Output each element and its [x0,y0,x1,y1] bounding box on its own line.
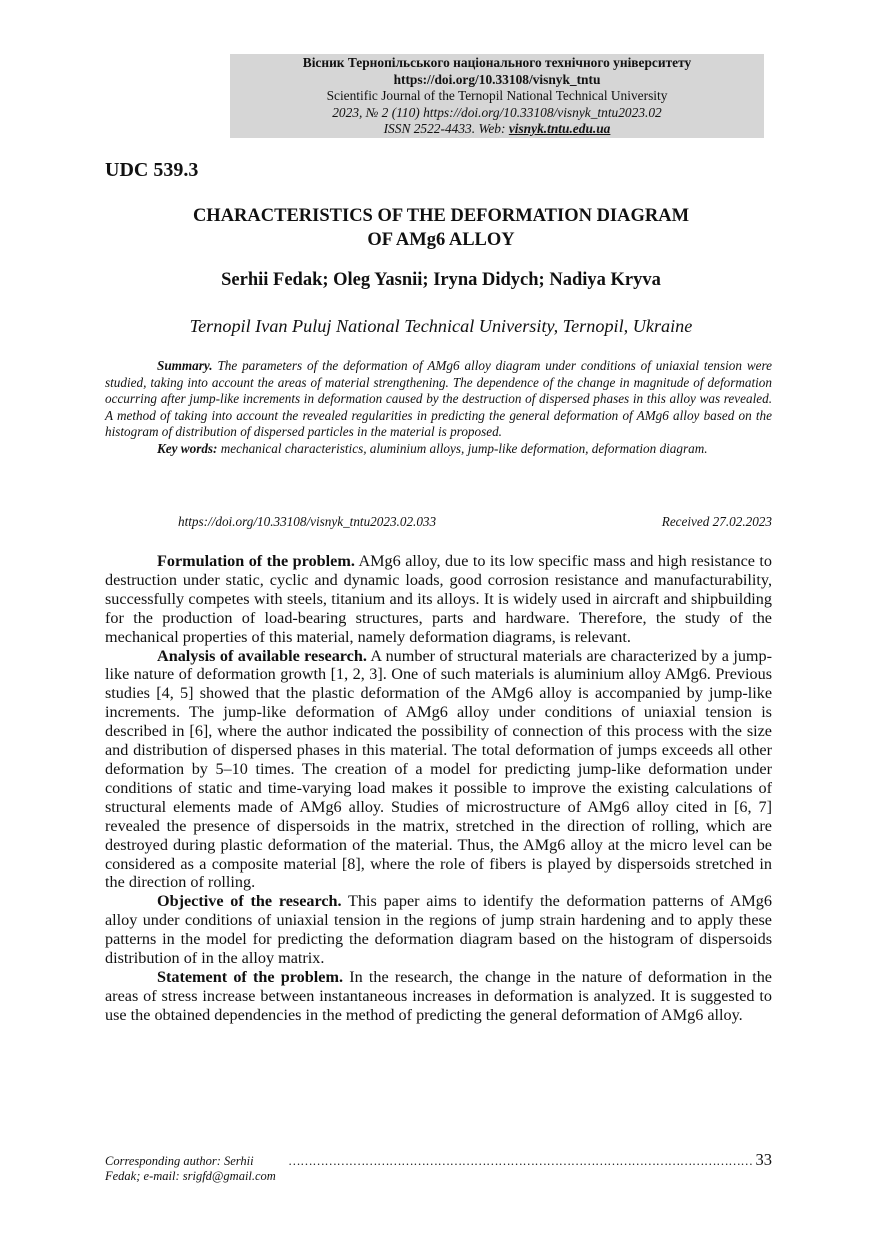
section-objective [105,892,772,968]
page-number: 33 [755,1150,772,1169]
section-text: A number of structural materials are characterized by a jump-like nature of deformation growth [1, 2, 3]. One of such materials is aluminium alloy AMg6. Previous studies [4, 5] showed that the plastic deformation of the AMg6 alloy is accompanied by jump-like increments. The jump-like deformation of AMg6 alloy under conditions of uniaxial tension is described in [6], where the author indicated the possibility of connection of this process with the size and distribution of dispersed phases in this material. The total deformation of jumps exceeds all other deformation by 5–10 times. The creation of a model for predicting jump-like deformation under conditions of static and time-varying load makes it possible to improve the existing calculations of structural elements made of AMg6 alloy. Studies of microstructure of AMg6 alloy cited in [6, 7] revealed the presence of dispersoids in the matrix, stretched in the direction of rolling, which are destroyed during plastic deformation of the material. Thus, the AMg6 alloy at the micro level can be considered as a composite material [8], where the role of fibers is played by dispersoids stretched in the direction of rolling. [105,646,772,892]
section-heading: Objective of the research. [157,892,342,911]
page-footer [105,1150,772,1184]
section-text: This paper aims to identify the deformation patterns of AMg6 alloy under conditions of uniaxial tension in the regions of jump strain hardening and to apply these patterns in the model for predicting the deformation diagram based on the histogram of dispersoids distribution of in the alloy matrix. [105,892,772,968]
corresponding-author: Corresponding author: Serhii Fedak; e-mail: srigfd@gmail.com [105,1154,276,1183]
udc-code: UDC 539.3 [105,159,199,181]
section-heading: Formulation of the problem. [157,552,355,570]
journal-doi[interactable]: https://doi.org/10.33108/visnyk_tntu [393,71,601,87]
main-text [105,552,772,1025]
affiliation: Ternopil Ivan Puluj National Technical University, Ternopil, Ukraine [189,316,693,336]
paper-title [105,204,777,252]
article-doi[interactable]: https://doi.org/10.33108/visnyk_tntu2023.02.033 [178,514,437,529]
section-heading: Statement of the problem. [157,967,343,986]
issn-line [230,121,764,138]
article-meta [178,514,772,530]
section-formulation [105,552,772,647]
journal-header [230,54,764,138]
issn-text: ISSN 2522-4433. Web: [383,121,509,136]
issue-info: 2023, № 2 (110) https://doi.org/10.33108/visnyk_tntu2023.02 [332,104,662,120]
keywords-text: mechanical characteristics, aluminium alloys, jump-like deformation, deformation diagram. [217,440,708,456]
journal-name-ukr: Вісник Тернопільського національного технічного університету [302,55,692,70]
paper-title-line-1: CHARACTERISTICS OF THE DEFORMATION DIAGRAM [192,206,690,226]
section-text: In the research, the change in the nature of deformation in the areas of stress increase between instantaneous increases in deformation is analyzed. It is suggested to use the obtained dependencies in the method of predicting the general deformation of AMg6 alloy. [105,967,772,1024]
summary-text: The parameters of the deformation of AMg6 alloy diagram under conditions of uniaxial tension were studied, taking into account the areas of material strengthening. The dependence of the change in magnitude of deformation occurring after jump-like increments in deformation caused by the destruction of dispersed phases in this alloy was revealed. A method of taking into account the revealed regularities in predicting the general deformation of AMg6 alloy based on the histogram of distribution of dispersed particles in the material is proposed. [105,358,772,439]
paper-title-line-2: OF AMg6 ALLOY [367,230,515,250]
keywords-paragraph [105,441,772,458]
received-date: Received 27.02.2023 [661,514,772,529]
summary-paragraph [105,358,772,441]
journal-name-eng: Scientific Journal of the Ternopil National Technical University [326,88,668,103]
abstract [105,358,772,457]
keywords-label: Key words: [157,440,218,456]
section-statement [105,968,772,1025]
section-heading: Analysis of available research. [157,646,367,665]
section-text: AMg6 alloy, due to its low specific mass and high resistance to destruction under static, cyclic and dynamic loads, good corrosion resistance and manufacturability, successfully competes with steels, titanium and its alloys. It is widely used in aircraft and shipbuilding for the production of load-bearing structures, parts and hardware. Therefore, the study of the mechanical properties of this material, namely deformation diagrams, is relevant. [105,552,772,646]
summary-label: Summary. [157,358,213,373]
journal-website-link[interactable]: visnyk.tntu.edu.ua [508,121,611,136]
footer-leader-dots: …………….……………………………………………………………………………………… [289,1154,754,1168]
section-analysis [105,647,772,893]
authors: Serhii Fedak; Oleg Yasnii; Iryna Didych; Nadiya Kryva [221,270,661,290]
